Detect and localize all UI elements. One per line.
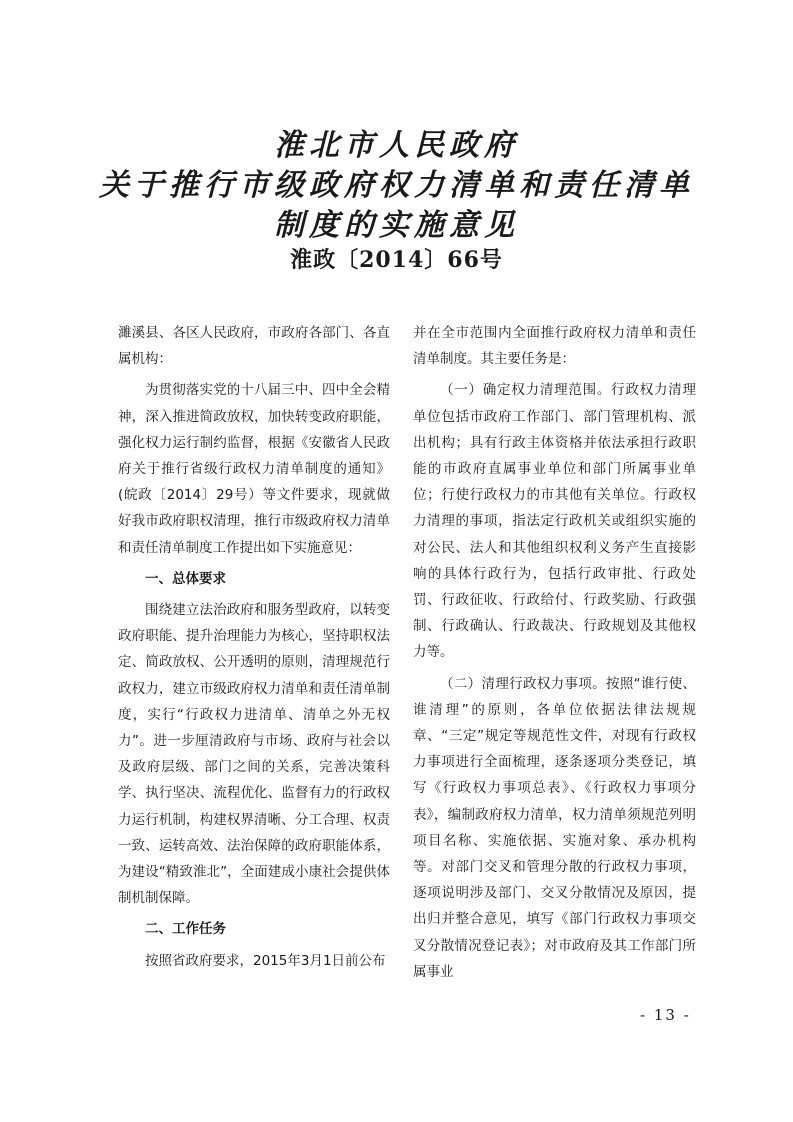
document-title bbox=[0, 126, 793, 246]
salutation: 濉溪县、各区人民政府，市政府各部门、各直属机构： bbox=[118, 325, 390, 368]
section-heading-1: 一、总体要求 bbox=[145, 570, 226, 587]
left-column bbox=[118, 320, 390, 979]
task-item-1: （一）确定权力清理范围。行政权力清理单位包括市政府工作部门、部门管理机构、派出机构；具有行政主体资格并依法承担行政职能的市政府直属事业单位和部门所属事业单位；行使行政权力的市其他有关单位。行政权力清理的事项，指法定行政机关或组织实施的对公民、法人和其他组织权利义务产生直接影响的具体行政行为，包括行政审批、行政处罚、行政征收、行政给付、行政奖励、行政强制、行政确认、行政裁决、行政规划及其他权力等。 bbox=[413, 382, 696, 661]
document-number: 淮政〔2014〕66号 bbox=[290, 247, 503, 273]
section-heading-2: 二、工作任务 bbox=[145, 921, 226, 938]
intro-paragraph: 为贯彻落实党的十八届三中、四中全会精神，深入推进简政放权，加快转变政府职能，强化权力运行制约监督，根据《安徽省人民政府关于推行省级行政权力清单制度的通知》(皖政〔2014〕29号）等文件要求，现就做好我市政府职权清理，推行市级政府权力清单和责任清单制度工作提出如下实施意见： bbox=[118, 382, 390, 556]
section-2-paragraph: 按照省政府要求，2015年3月1日前公布 bbox=[145, 952, 386, 969]
title-line-2: 关于推行市级政府权力清单和责任清单 bbox=[99, 168, 694, 203]
page-number: - 13 - bbox=[640, 1006, 691, 1024]
title-line-3: 制度的实施意见 bbox=[274, 208, 519, 243]
continuation-paragraph: 并在全市范围内全面推行政府权力清单和责任清单制度。其主要任务是： bbox=[413, 325, 696, 368]
task-item-2: （二）清理行政权力事项。按照“谁行使、谁清理”的原则，各单位依据法律法规规章、“三定”规定等规范性文件，对现有行政权力事项进行全面梳理，逐条逐项分类登记，填写《行政权力事项总表》、《行政权力事项分表》，编制政府权力清单，权力清单须规范列明项目名称、实施依据、实施对象、承办机构等。对部门交叉和管理分散的行政权力事项，逐项说明涉及部门、交叉分散情况及原因，提出归并整合意见，填写《部门行政权力事项交叉分散情况登记表》；对市政府及其工作部门所属事业 bbox=[413, 675, 696, 980]
right-column bbox=[413, 320, 696, 990]
section-1-paragraph: 围绕建立法治政府和服务型政府，以转变政府职能、提升治理能力为核心，坚持职权法定、简政放权、公开透明的原则，清理规范行政权力，建立市级政府权力清单和责任清单制度，实行“行政权力进清单、清单之外无权力”。进一步厘清政府与市场、政府与社会以及政府层级、部门之间的关系，完善决策科学、执行坚决、流程优化、监督有力的行政权力运行机制，构建权界清晰、分工合理、权责一致、运转高效、法治保障的政府职能体系，为建设“精致淮北”，全面建成小康社会提供体制机制保障。 bbox=[118, 602, 390, 907]
title-line-1: 淮北市人民政府 bbox=[274, 128, 519, 163]
